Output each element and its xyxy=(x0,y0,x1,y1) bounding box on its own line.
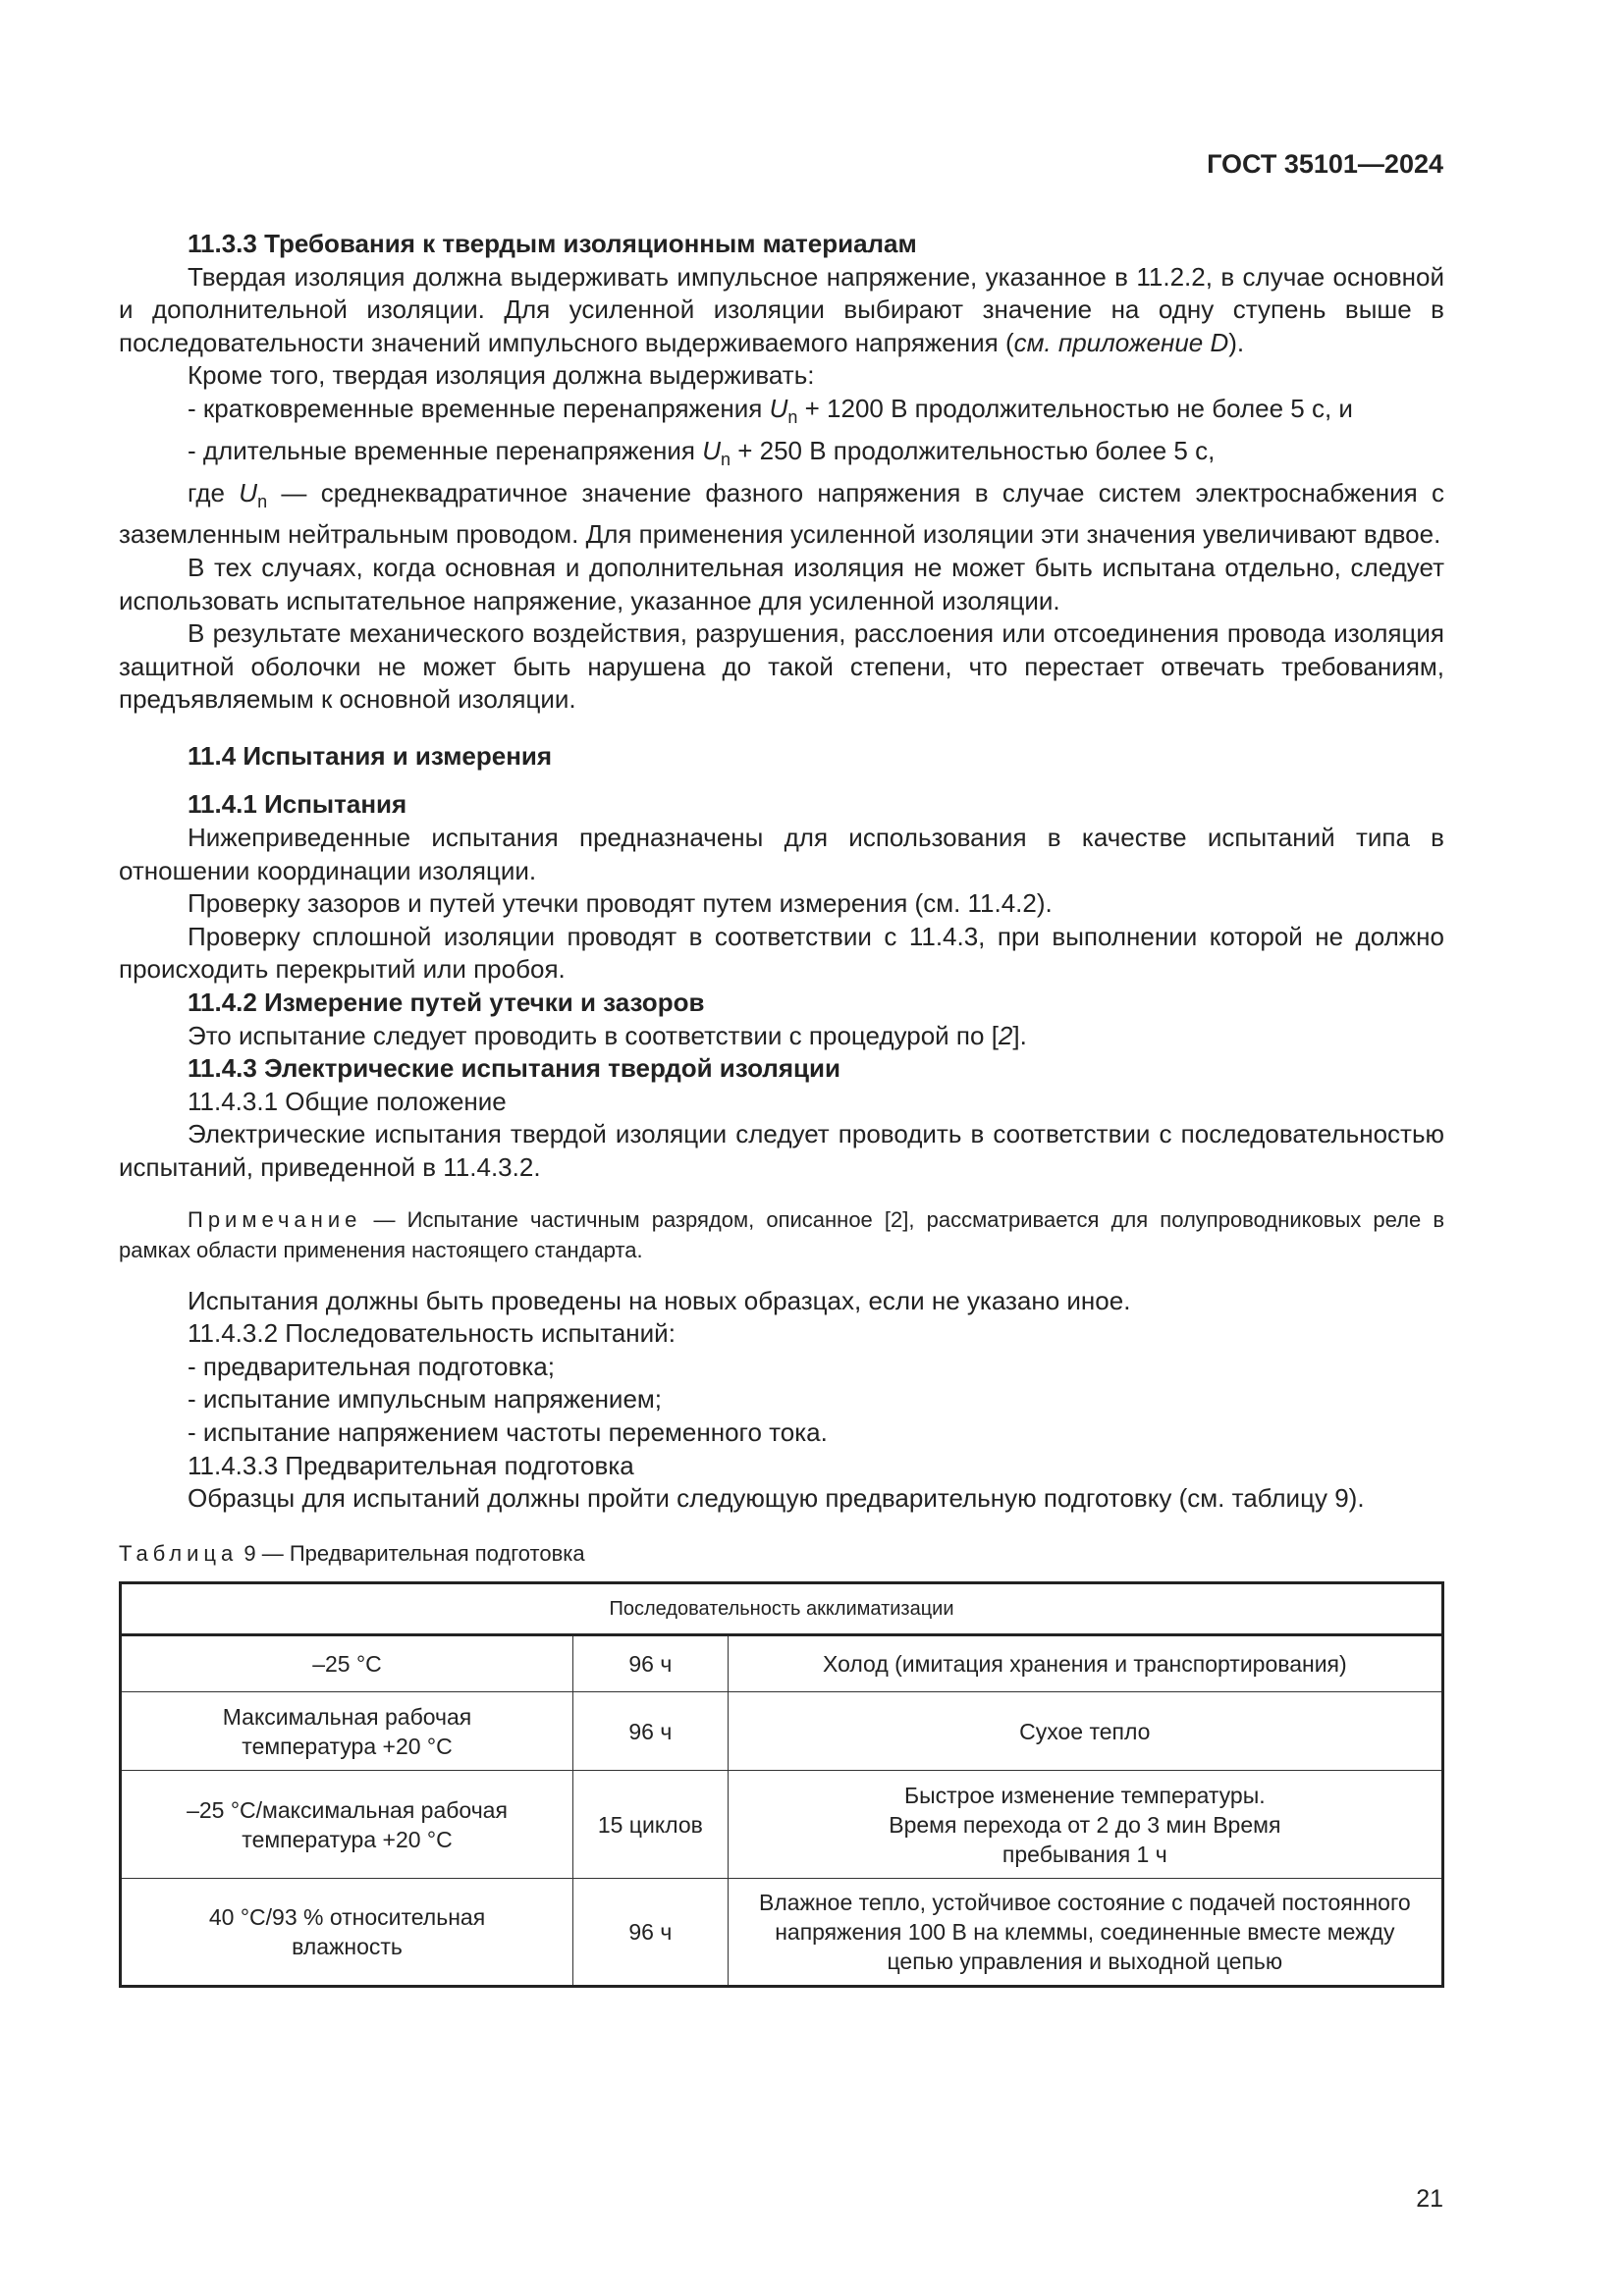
text: где xyxy=(188,477,240,507)
section-heading-11-4: 11.4 Испытания и измерения xyxy=(188,740,553,771)
table-header-cell: Последовательность акклиматизации xyxy=(121,1583,1443,1635)
list-item: - предварительная подготовка; xyxy=(188,1351,555,1381)
symbol-subscript: n xyxy=(720,449,731,469)
section-heading-11-4-2: 11.4.2 Измерение путей утечки и зазоров xyxy=(188,988,705,1018)
text: ). xyxy=(1228,327,1245,357)
table-cell: Сухое тепло xyxy=(728,1692,1442,1771)
paragraph: Проверку сплошной изоляции проводят в соответствии с 11.4.3, при выполнении которой не должно происходить перекрытий или пробоя. xyxy=(119,921,1444,985)
text: - длительные временные перенапряжения xyxy=(188,435,703,465)
table-cell: –25 °С xyxy=(121,1635,573,1692)
page-content xyxy=(119,228,1444,1988)
list-item xyxy=(188,393,1444,435)
note-label: Примечание xyxy=(188,1206,362,1232)
table-cell: 40 °С/93 % относительная влажность xyxy=(121,1879,573,1987)
paragraph: Проверку зазоров и путей утечки проводят путем измерения (см. 11.4.2). xyxy=(188,888,1053,919)
text: Твердая изоляция должна выдерживать импульсное напряжение, указанное в 11.2.2, в случае основной и дополнительной изоляции. Для усиленной изоляции выбирают значение на одну ступень выше в последовательности значений импульсного выдерживаемого напряжения ( xyxy=(119,261,1444,357)
bibliography-reference: 2 xyxy=(998,1020,1013,1050)
text: - кратковременные временные перенапряжения xyxy=(188,393,770,423)
symbol: U xyxy=(769,393,788,423)
paragraph xyxy=(119,1020,1444,1053)
note xyxy=(119,1204,1444,1265)
table-cell: 96 ч xyxy=(573,1692,729,1771)
symbol: U xyxy=(702,435,721,465)
table-cell: 96 ч xyxy=(573,1635,729,1692)
paragraph: Образцы для испытаний должны пройти следующую предварительную подготовку (см. таблицу 9). xyxy=(188,1483,1365,1514)
subsection-title: 11.4.3.3 Предварительная подготовка xyxy=(188,1450,634,1480)
table-cell: 96 ч xyxy=(573,1879,729,1987)
paragraph xyxy=(119,477,1444,552)
table-row xyxy=(121,1771,1443,1879)
document-number: ГОСТ 35101—2024 xyxy=(1207,149,1443,179)
paragraph: Испытания должны быть проведены на новых образцах, если не указано иное. xyxy=(188,1285,1131,1315)
page-number: 21 xyxy=(1416,2185,1443,2213)
list-item: - испытание напряжением частоты переменного тока. xyxy=(188,1416,828,1447)
text: Это испытание следует проводить в соответствии с процедурой по [ xyxy=(188,1020,999,1050)
table-row xyxy=(121,1692,1443,1771)
table-cell: –25 °С/максимальная рабочая температура +20 °С xyxy=(121,1771,573,1879)
table-caption-label: Таблица xyxy=(119,1540,239,1566)
text: + 1200 В продолжительностью не более 5 с, и xyxy=(797,393,1353,423)
table-9 xyxy=(119,1581,1444,1988)
table-header-row xyxy=(121,1583,1443,1635)
section-heading-11-3-3: 11.3.3 Требования к твердым изоляционным материалам xyxy=(188,229,917,258)
appendix-reference: см. приложение D xyxy=(1013,327,1229,357)
paragraph: В результате механического воздействия, разрушения, расслоения или отсоединения провода изоляция защитной оболочки не может быть нарушена до такой степени, что перестает отвечать требованиям, предъявляемым к основной изоляции. xyxy=(119,618,1444,715)
paragraph: Нижеприведенные испытания предназначены для использования в качестве испытаний типа в отношении координации изоляции. xyxy=(119,823,1444,885)
symbol-subscript: n xyxy=(257,491,268,511)
table-caption xyxy=(119,1537,1444,1571)
table-caption-text: 9 — Предварительная подготовка xyxy=(238,1540,585,1566)
table-cell: 15 циклов xyxy=(573,1771,729,1879)
subsection-title: 11.4.3.1 Общие положение xyxy=(188,1086,507,1116)
table-cell: Быстрое изменение температуры. Время перехода от 2 до 3 мин Время пребывания 1 ч xyxy=(728,1771,1442,1879)
note-text: — Испытание частичным разрядом, описанное [2], рассматривается для полупроводниковых реле в рамках области применения настоящего стандарта. xyxy=(119,1206,1444,1262)
table-row xyxy=(121,1635,1443,1692)
symbol: U xyxy=(239,477,258,507)
table-row xyxy=(121,1879,1443,1987)
table-cell: Влажное тепло, устойчивое состояние с подачей постоянного напряжения 100 В на клеммы, соединенные вместе между цепью управления и выходной цепью xyxy=(728,1879,1442,1987)
list-item: - испытание импульсным напряжением; xyxy=(188,1384,663,1415)
section-heading-11-4-1: 11.4.1 Испытания xyxy=(188,789,407,820)
subsection-title: 11.4.3.2 Последовательность испытаний: xyxy=(188,1318,676,1349)
table-cell: Максимальная рабочая температура +20 °С xyxy=(121,1692,573,1771)
table-cell: Холод (имитация хранения и транспортирования) xyxy=(728,1635,1442,1692)
paragraph: Электрические испытания твердой изоляции следует проводить в соответствии с последовательностью испытаний, приведенной в 11.4.3.2. xyxy=(119,1119,1444,1182)
list-item xyxy=(188,435,1444,477)
text: ]. xyxy=(1012,1020,1027,1050)
text: — среднеквадратичное значение фазного напряжения в случае систем электроснабжения с заземленным нейтральным проводом. Для применения усиленной изоляции эти значения увеличивают вдвое. xyxy=(119,477,1444,550)
section-heading-11-4-3: 11.4.3 Электрические испытания твердой изоляции xyxy=(188,1053,840,1084)
text: + 250 В продолжительностью более 5 с, xyxy=(731,435,1216,465)
paragraph xyxy=(119,261,1444,360)
paragraph: В тех случаях, когда основная и дополнительная изоляция не может быть испытана отдельно, следует использовать испытательное напряжение, указанное для усиленной изоляции. xyxy=(119,552,1444,615)
paragraph: Кроме того, твердая изоляция должна выдерживать: xyxy=(188,360,815,391)
symbol-subscript: n xyxy=(787,407,798,428)
